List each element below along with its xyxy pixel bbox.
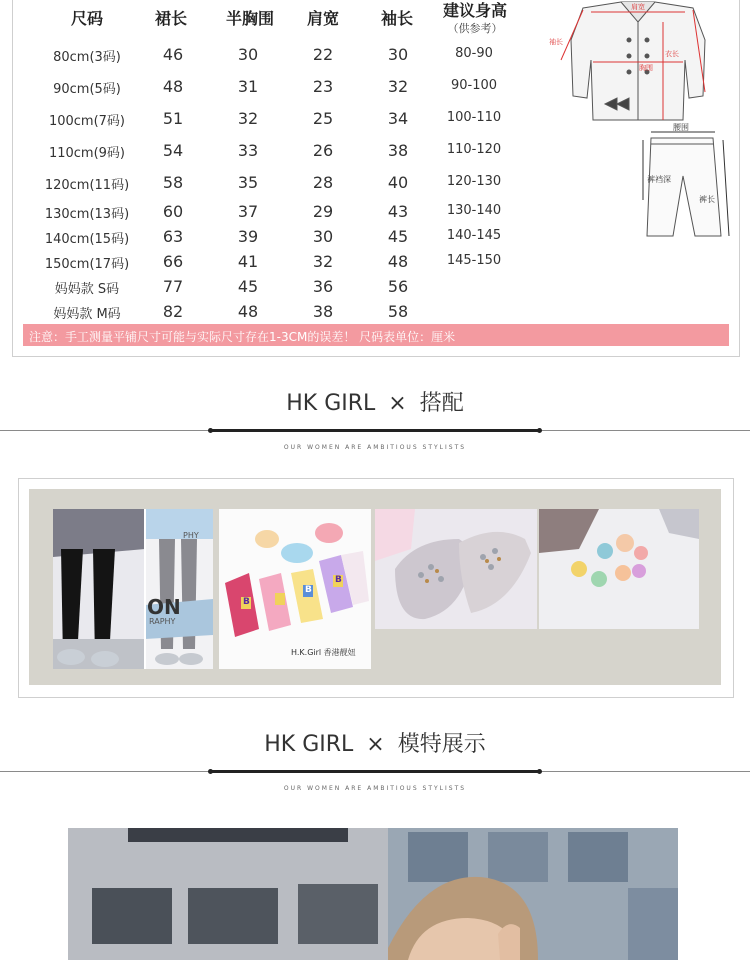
size-cell-chest: 45 [237, 277, 259, 296]
header-size: 尺码 [70, 9, 103, 28]
size-cell-chest: 37 [237, 202, 259, 221]
size-cell-sleeve: 43 [387, 202, 409, 221]
divider-dot-left [208, 769, 213, 774]
socks-letter-3: B [335, 575, 342, 585]
size-cell-length: 54 [162, 141, 184, 160]
size-cell-chest: 30 [237, 45, 259, 64]
photo-leggings [53, 509, 213, 669]
size-cell-size: 妈妈款 S码 [54, 282, 120, 297]
size-cell-size: 140cm(15码) [44, 232, 130, 247]
leggings-text-2: ON [147, 595, 181, 619]
header-chest: 半胸围 [225, 9, 274, 28]
size-cell-height: 120-130 [446, 174, 502, 189]
section-title-model [0, 727, 750, 758]
divider-dot-right [537, 428, 542, 433]
photo-shoes [375, 509, 537, 629]
section-title-matching [0, 386, 750, 417]
size-cell-chest: 32 [237, 109, 259, 128]
size-cell-shoulder: 22 [312, 45, 334, 64]
size-cell-size: 100cm(7码) [48, 114, 126, 129]
section-subtitle: OUR WOMEN ARE AMBITIOUS STYLISTS [283, 785, 467, 792]
size-cell-chest: 31 [237, 77, 259, 96]
size-cell-length: 63 [162, 227, 184, 246]
svg-text:袖长: 袖长 [549, 38, 563, 46]
size-cell-size: 150cm(17码) [44, 257, 130, 272]
size-cell-shoulder: 23 [312, 77, 334, 96]
size-cell-size: 80cm(3码) [53, 50, 121, 65]
size-cell-chest: 48 [237, 302, 259, 321]
size-cell-sleeve: 58 [387, 302, 409, 321]
header-length: 裙长 [154, 9, 187, 28]
size-cell-height: 140-145 [446, 228, 502, 243]
size-cell-length: 82 [162, 302, 184, 321]
section-subtitle: OUR WOMEN ARE AMBITIOUS STYLISTS [283, 444, 467, 451]
size-cell-shoulder: 32 [312, 252, 334, 271]
size-cell-chest: 33 [237, 141, 259, 160]
size-cell-shoulder: 25 [312, 109, 334, 128]
size-cell-height: 90-100 [450, 78, 498, 93]
size-cell-sleeve: 40 [387, 173, 409, 192]
size-note-bar [23, 324, 729, 346]
size-cell-sleeve: 45 [387, 227, 409, 246]
size-note-text: 注意：手工测量平铺尺寸可能与实际尺寸存在1-3CM的误差！ 尺码表单位：厘米 [29, 330, 456, 344]
size-cell-sleeve: 34 [387, 109, 409, 128]
header-height-sub: （供参考） [447, 22, 503, 35]
size-chart-box [12, 0, 740, 357]
size-cell-height: 145-150 [446, 253, 502, 268]
svg-text:衣长: 衣长 [665, 50, 679, 58]
size-cell-chest: 35 [237, 173, 259, 192]
title-separator: × [366, 732, 385, 757]
size-cell-size: 110cm(9码) [48, 146, 126, 161]
size-cell-shoulder: 28 [312, 173, 334, 192]
size-cell-shoulder: 29 [312, 202, 334, 221]
size-cell-length: 66 [162, 252, 184, 271]
model-photo [68, 828, 678, 960]
svg-text:裤裆深: 裤裆深 [647, 175, 671, 184]
size-cell-length: 60 [162, 202, 184, 221]
size-cell-height: 110-120 [446, 142, 502, 157]
socks-letter-2: B [305, 585, 312, 595]
svg-text:胸围: 胸围 [639, 64, 653, 72]
divider-dot-right [537, 769, 542, 774]
brand-name: HK GIRL [264, 732, 354, 757]
size-cell-chest: 41 [237, 252, 259, 271]
size-cell-sleeve: 32 [387, 77, 409, 96]
size-cell-sleeve: 30 [387, 45, 409, 64]
size-cell-length: 51 [162, 109, 184, 128]
header-shoulder: 肩宽 [306, 9, 339, 28]
matching-panel [29, 489, 721, 685]
section-divider-bar [210, 429, 540, 432]
size-cell-shoulder: 30 [312, 227, 334, 246]
leggings-text-1: PHY [183, 531, 199, 540]
svg-text:肩宽: 肩宽 [631, 3, 645, 11]
size-cell-size: 90cm(5码) [53, 82, 121, 97]
brand-name: HK GIRL [286, 391, 376, 416]
size-cell-size: 120cm(11码) [44, 178, 130, 193]
size-cell-shoulder: 36 [312, 277, 334, 296]
size-cell-height: 130-140 [446, 203, 502, 218]
section-heading: 模特展示 [397, 732, 486, 757]
size-cell-height: 80-90 [455, 46, 493, 61]
measurement-diagram [543, 0, 743, 240]
size-cell-shoulder: 38 [312, 302, 334, 321]
svg-text:裤长: 裤长 [699, 195, 715, 204]
title-separator: × [388, 391, 407, 416]
size-cell-length: 77 [162, 277, 184, 296]
size-cell-size: 妈妈款 M码 [53, 307, 121, 322]
size-cell-length: 46 [162, 45, 184, 64]
section-heading: 搭配 [419, 391, 464, 416]
size-cell-height: 100-110 [446, 110, 502, 125]
socks-letter-1: B [243, 597, 250, 607]
matching-frame [18, 478, 734, 698]
photo-socks [219, 509, 371, 669]
header-sleeve: 袖长 [380, 9, 413, 28]
socks-caption: H.K.Girl 香港靓妞 [291, 648, 356, 657]
leggings-text-3: RAPHY [149, 617, 176, 626]
size-cell-sleeve: 56 [387, 277, 409, 296]
size-cell-sleeve: 38 [387, 141, 409, 160]
size-cell-length: 48 [162, 77, 184, 96]
size-cell-chest: 39 [237, 227, 259, 246]
size-cell-sleeve: 48 [387, 252, 409, 271]
svg-text:腰围: 腰围 [673, 123, 689, 132]
section-divider-bar [210, 770, 540, 773]
header-height: 建议身高 [442, 1, 507, 20]
photo-hair-clips [539, 509, 699, 629]
divider-dot-left [208, 428, 213, 433]
coat-pants-diagram-icon [543, 0, 743, 240]
size-cell-shoulder: 26 [312, 141, 334, 160]
size-cell-size: 130cm(13码) [44, 207, 130, 222]
size-cell-length: 58 [162, 173, 184, 192]
